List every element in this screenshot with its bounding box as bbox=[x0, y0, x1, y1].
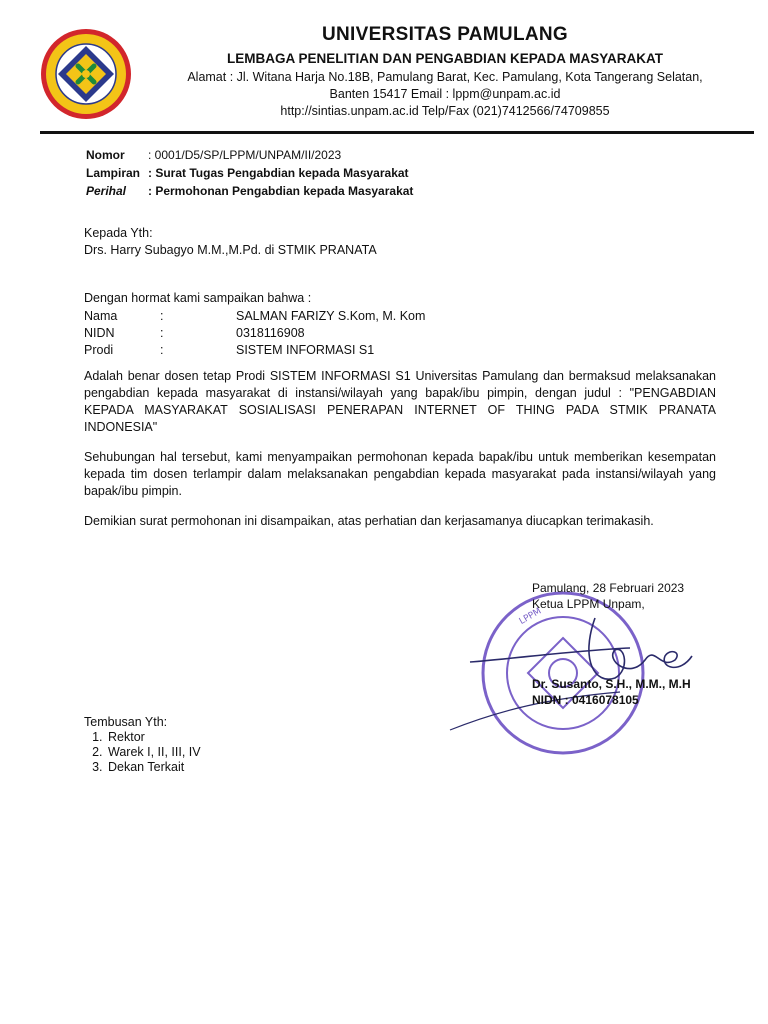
recipient-name: Drs. Harry Subagyo M.M.,M.Pd. di STMIK PRANATA bbox=[84, 243, 377, 257]
meta-lampiran bbox=[86, 164, 413, 182]
info-row bbox=[84, 325, 425, 342]
carbon-copy bbox=[84, 715, 201, 775]
address-line-2: Banten 15417 Email : lppm@unpam.ac.id bbox=[329, 87, 561, 101]
cc-item: 2. Warek I, II, III, IV bbox=[106, 745, 201, 760]
cc-list bbox=[84, 730, 201, 775]
recipient bbox=[84, 225, 377, 259]
meta-perihal bbox=[86, 182, 413, 200]
svg-text:LPPM: LPPM bbox=[517, 606, 544, 627]
lecturer-info bbox=[84, 290, 425, 359]
info-key: NIDN bbox=[84, 326, 115, 340]
signer-nidn: NIDN : 0416078105 bbox=[532, 693, 639, 707]
header-divider bbox=[40, 131, 754, 134]
signer-block bbox=[532, 676, 691, 708]
info-row bbox=[84, 308, 425, 325]
info-intro: Dengan hormat kami sampaikan bahwa : bbox=[84, 291, 312, 305]
letter-meta bbox=[86, 146, 413, 200]
lampiran-label: Lampiran bbox=[86, 166, 141, 180]
nomor-label: Nomor bbox=[86, 148, 125, 162]
signature-scribble bbox=[430, 590, 710, 750]
letterhead bbox=[150, 24, 740, 120]
cc-title: Tembusan Yth: bbox=[84, 715, 168, 729]
lampiran-value: : Surat Tugas Pengabdian kepada Masyarakat bbox=[148, 166, 409, 180]
info-key: Prodi bbox=[84, 343, 114, 357]
signer-position: Ketua LPPM Unpam, bbox=[532, 597, 645, 611]
university-name: UNIVERSITAS PAMULANG bbox=[322, 24, 568, 45]
perihal-label: Perihal bbox=[86, 184, 127, 198]
perihal-value: : Permohonan Pengabdian kepada Masyarakat bbox=[148, 184, 414, 198]
cc-item: 3. Dekan Terkait bbox=[106, 760, 201, 775]
university-logo bbox=[40, 28, 132, 120]
address-line-1: Alamat : Jl. Witana Harja No.18B, Pamulang Barat, Kec. Pamulang, Kota Tangerang Selatan, bbox=[187, 70, 703, 84]
body-paragraph-1: Adalah benar dosen tetap Prodi SISTEM INFORMASI S1 Universitas Pamulang dan bermaksud melaksanakan pengabdian kepada masyarakat di instansi/wilayah yang bapak/ibu pimpin, dengan judul : "PENGABDIAN KEPADA MASYARAKAT SOSIALISASI PENERAPAN INTERNET OF THING PADA STMIK PRANATA INDONESIA" bbox=[84, 369, 716, 434]
info-colon: : bbox=[160, 343, 164, 357]
address-line-3: http://sintias.unpam.ac.id Telp/Fax (021)7412566/74709855 bbox=[280, 104, 610, 118]
signer-name: Dr. Susanto, S.H., M.M., M.H bbox=[532, 677, 691, 691]
info-colon: : bbox=[160, 309, 164, 323]
info-value: SALMAN FARIZY S.Kom, M. Kom bbox=[236, 309, 426, 323]
info-value: 0318116908 bbox=[236, 326, 305, 340]
institute-name: LEMBAGA PENELITIAN DAN PENGABDIAN KEPADA MASYARAKAT bbox=[226, 51, 663, 66]
nomor-value: : 0001/D5/SP/LPPM/UNPAM/II/2023 bbox=[148, 148, 342, 162]
body-paragraph-2: Sehubungan hal tersebut, kami menyampaikan permohonan kepada bapak/ibu untuk memberikan kesempatan kepada tim dosen terlampir dalam melaksanakan pengabdian kepada masyarakat pada instansi/wilayah yang bapak/ibu pimpin. bbox=[84, 450, 716, 498]
signature-header bbox=[532, 580, 684, 612]
cc-item: 1. Rektor bbox=[106, 730, 201, 745]
place-date: Pamulang, 28 Februari 2023 bbox=[532, 581, 685, 595]
recipient-greeting: Kepada Yth: bbox=[84, 226, 153, 240]
info-row bbox=[84, 342, 425, 359]
info-key: Nama bbox=[84, 309, 118, 323]
meta-nomor bbox=[86, 146, 413, 164]
info-value: SISTEM INFORMASI S1 bbox=[236, 343, 375, 357]
info-colon: : bbox=[160, 326, 164, 340]
body-paragraph-3: Demikian surat permohonan ini disampaikan, atas perhatian dan kerjasamanya diucapkan terimakasih. bbox=[84, 514, 654, 528]
